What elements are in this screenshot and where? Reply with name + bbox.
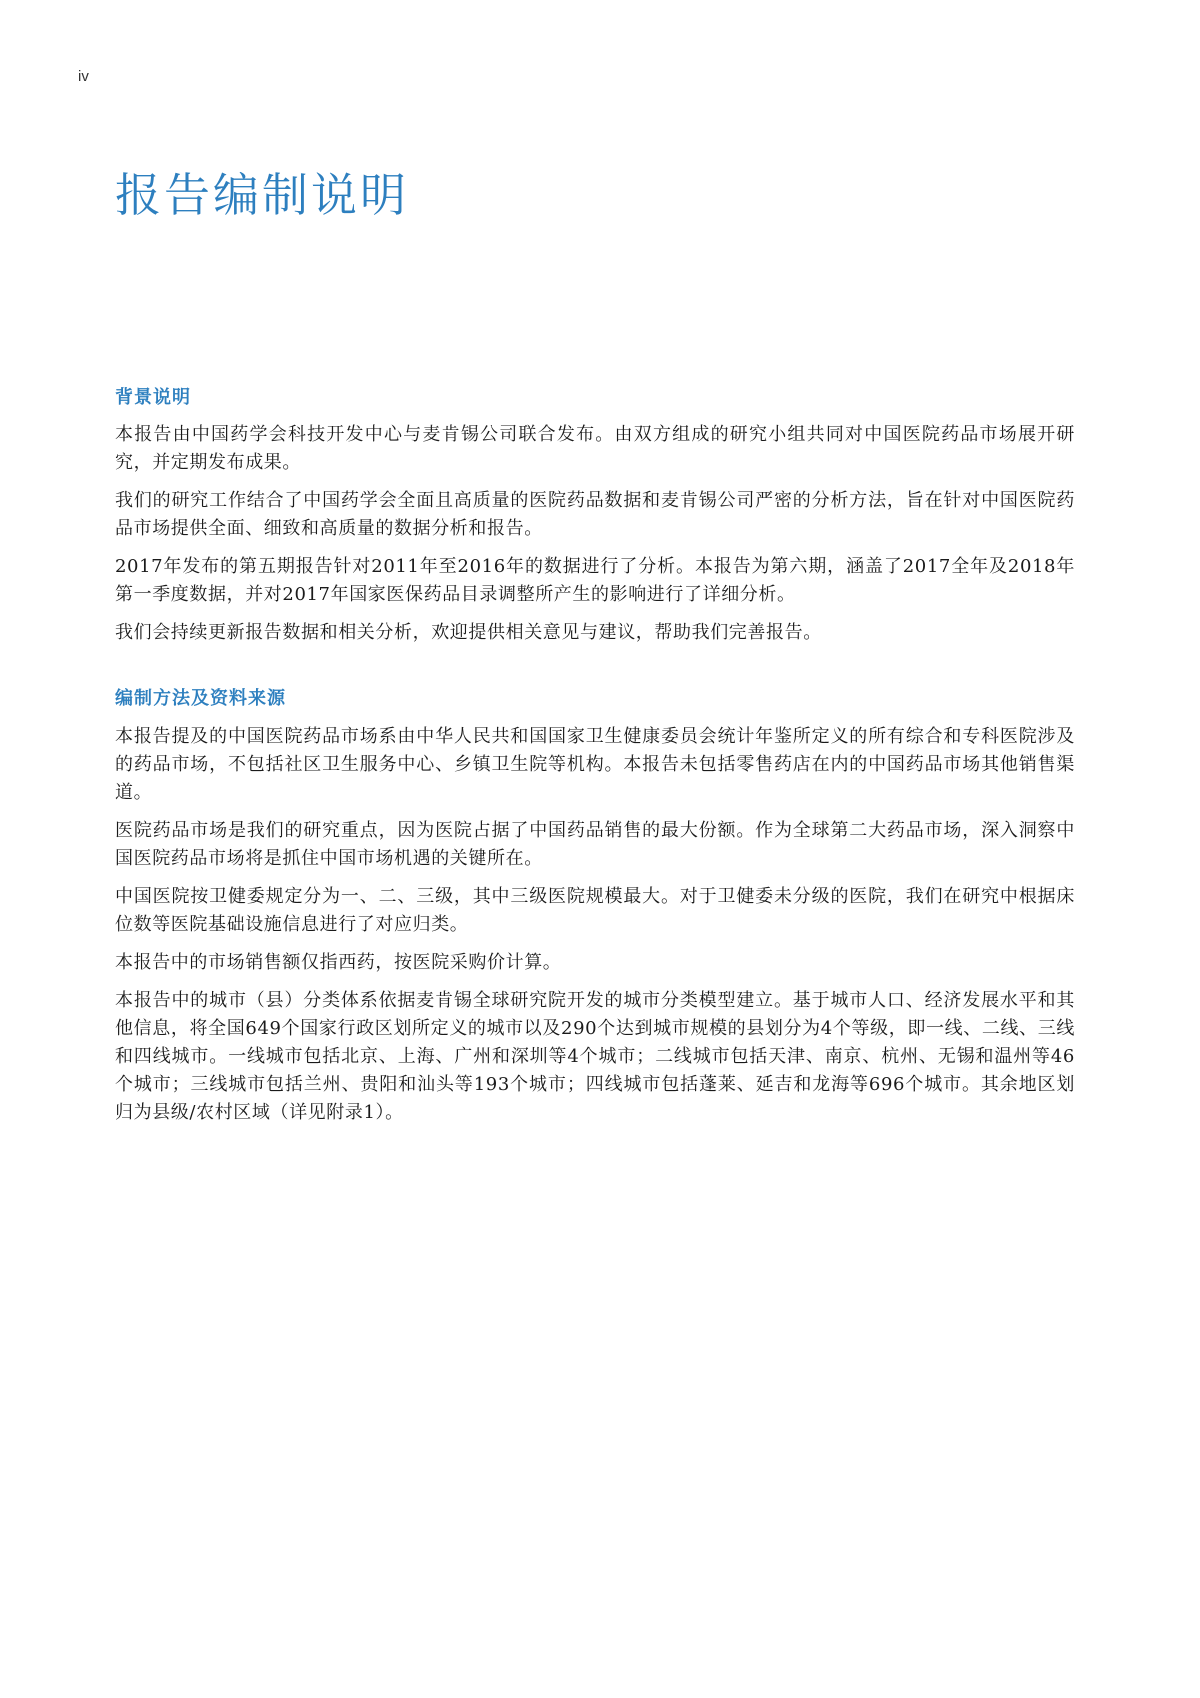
- section-methodology: [115, 687, 1075, 1126]
- paragraph: 本报告中的城市（县）分类体系依据麦肯锡全球研究院开发的城市分类模型建立。基于城市人口、经济发展水平和其他信息，将全国649个国家行政区划所定义的城市以及290个达到城市规模的县划分为4个等级，即一线、二线、三线和四线城市。一线城市包括北京、上海、广州和深圳等4个城市；二线城市包括天津、南京、杭州、无锡和温州等46个城市；三线城市包括兰州、贵阳和汕头等193个城市；四线城市包括蓬莱、延吉和龙海等696个城市。其余地区划归为县级/农村区域（详见附录1）。: [115, 989, 1075, 1123]
- section-background: [115, 386, 1075, 647]
- paragraph: 医院药品市场是我们的研究重点，因为医院占据了中国药品销售的最大份额。作为全球第二大药品市场，深入洞察中国医院药品市场将是抓住中国市场机遇的关键所在。: [115, 819, 1075, 869]
- paragraph: 本报告由中国药学会科技开发中心与麦肯锡公司联合发布。由双方组成的研究小组共同对中国医院药品市场展开研究，并定期发布成果。: [115, 424, 1075, 474]
- paragraph: 本报告中的市场销售额仅指西药，按医院采购价计算。: [115, 951, 562, 973]
- paragraph: 2017年发布的第五期报告针对2011年至2016年的数据进行了分析。本报告为第六期，涵盖了2017全年及2018年第一季度数据，并对2017年国家医保药品目录调整所产生的影响进行了详细分析。: [115, 556, 1075, 606]
- report-body: [115, 386, 1075, 1137]
- paragraph: 中国医院按卫健委规定分为一、二、三级，其中三级医院规模最大。对于卫健委未分级的医院，我们在研究中根据床位数等医院基础设施信息进行了对应归类。: [115, 885, 1075, 935]
- section-heading: 编制方法及资料来源: [115, 688, 286, 710]
- section-heading: 背景说明: [115, 387, 191, 408]
- paragraph: 我们的研究工作结合了中国药学会全面且高质量的医院药品数据和麦肯锡公司严密的分析方法，旨在针对中国医院药品市场提供全面、细致和高质量的数据分析和报告。: [115, 490, 1075, 540]
- paragraph: 本报告提及的中国医院药品市场系由中华人民共和国国家卫生健康委员会统计年鉴所定义的所有综合和专科医院涉及的药品市场，不包括社区卫生服务中心、乡镇卫生院等机构。本报告未包括零售药店在内的中国药品市场其他销售渠道。: [115, 725, 1075, 803]
- page-number: iv: [78, 68, 89, 85]
- page-title: 报告编制说明: [115, 168, 409, 222]
- paragraph: 我们会持续更新报告数据和相关分析，欢迎提供相关意见与建议，帮助我们完善报告。: [115, 622, 822, 644]
